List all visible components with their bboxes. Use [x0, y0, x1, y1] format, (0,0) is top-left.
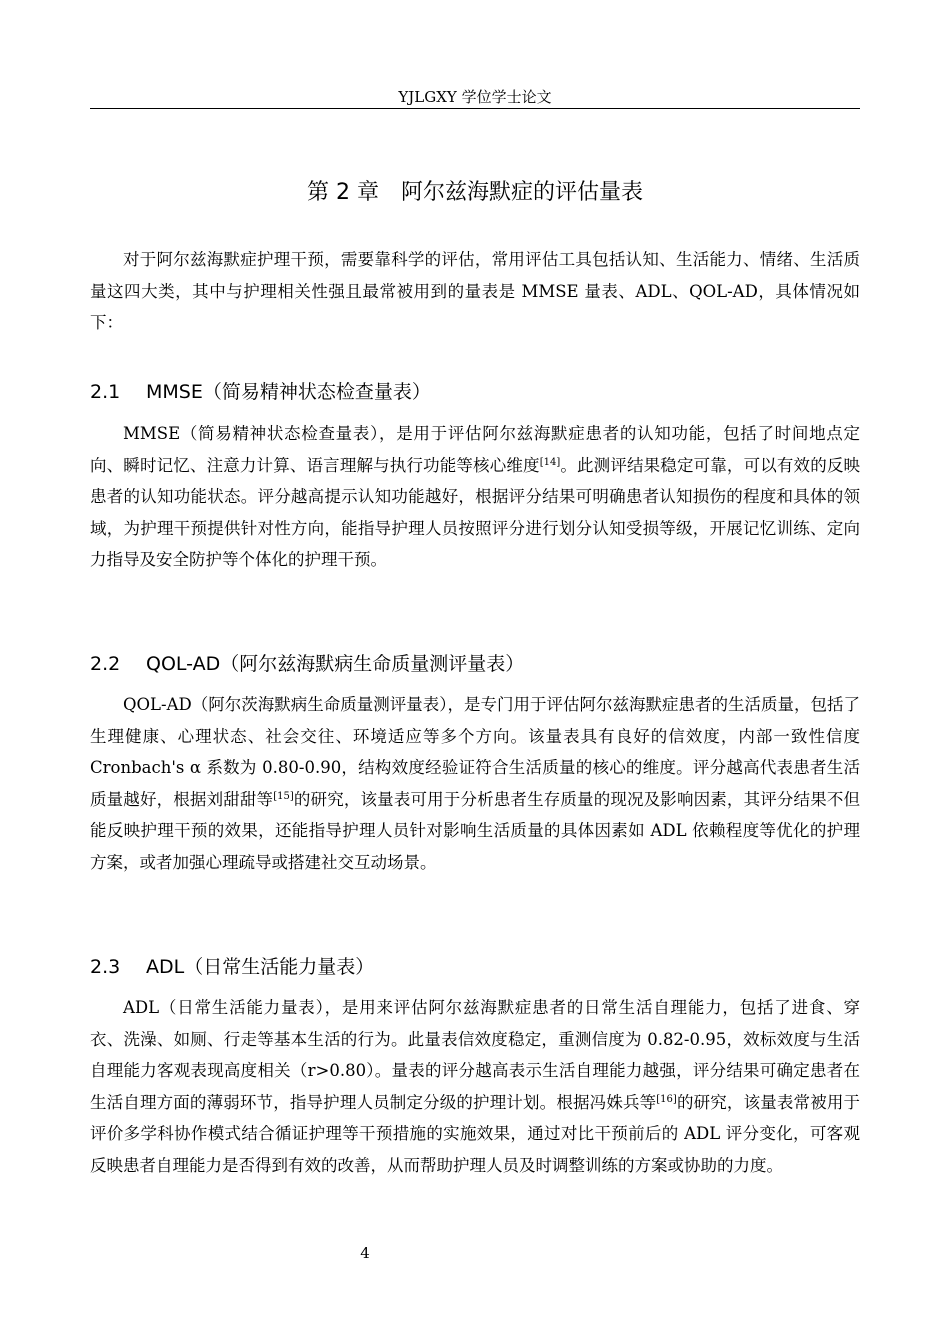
citation-marker: [14]	[539, 456, 561, 468]
running-header: YJLGXY 学位学士论文	[398, 88, 552, 106]
section-title: MMSE（简易精神状态检查量表）	[146, 381, 431, 403]
citation-marker: [16]	[656, 1093, 677, 1105]
header-rule	[90, 108, 860, 109]
section-heading-qol-ad	[90, 650, 860, 678]
page-number: 4	[360, 1244, 370, 1262]
paragraph-qol-ad	[90, 689, 860, 879]
chapter-title: 第 2 章 阿尔兹海默症的评估量表	[307, 180, 643, 205]
section-number: 2.3	[90, 956, 121, 978]
section-heading-mmse	[90, 378, 860, 406]
paragraph-adl	[90, 992, 860, 1182]
section-number: 2.2	[90, 653, 121, 675]
paragraph-text: 的研究，该量表可用于分析患者生存质量的现况及影响因素，其评分结果不但能反映护理干预的效果，还能指导护理人员针对影响生活质量的具体因素如 ADL 依赖程度等优化的护理方案，或者加强心理疏导或搭建社交互动场景。	[90, 789, 861, 872]
section-heading-adl	[90, 953, 860, 981]
section-number: 2.1	[90, 381, 121, 403]
paragraph-text: ADL（日常生活能力量表），是用来评估阿尔兹海默症患者的日常生活自理能力，包括了进食、穿衣、洗澡、如厕、行走等基本生活的行为。此量表信效度稳定，重测信度为 0.82-0.95，效标效度与生活自理能力客观表现高度相关（r>0.80）。量表的评分越高表示生活自理能力越强，评分结果可确定患者在生活自理方面的薄弱环节，指导护理人员制定分级的护理计划。根据冯姝兵等	[90, 998, 860, 1112]
paragraph-text: 的研究，该量表常被用于评价多学科协作模式结合循证护理等干预措施的实施效果，通过对比干预前后的 ADL 评分变化，可客观反映患者自理能力是否得到有效的改善，从而帮助护理人员及时调整训练的方案或协助的力度。	[90, 1092, 861, 1175]
paragraph-text: MMSE（简易精神状态检查量表），是用于评估阿尔兹海默症患者的认知功能，包括了时间地点定向、瞬时记忆、注意力计算、语言理解与执行功能等核心维度	[90, 424, 860, 475]
paragraph-text: QOL-AD（阿尔茨海默病生命质量测评量表），是专门用于评估阿尔兹海默症患者的生活质量，包括了生理健康、心理状态、社会交往、环境适应等多个方向。该量表具有良好的信效度，内部一致性信度 Cronbach's α 系数为 0.80-0.90，结构效度经验证符合生活质量的核心的维度。评分越高代表患者生活质量越好，根据刘甜甜等	[90, 695, 860, 809]
intro-paragraph: 对于阿尔兹海默症护理干预，需要靠科学的评估，常用评估工具包括认知、生活能力、情绪、生活质量这四大类，其中与护理相关性强且最常被用到的量表是 MMSE 量表、ADL、QOL-AD，具体情况如下：	[90, 250, 860, 333]
section-title: QOL-AD（阿尔兹海默病生命质量测评量表）	[146, 653, 525, 675]
section-title: ADL（日常生活能力量表）	[146, 956, 375, 978]
paragraph-mmse	[90, 418, 860, 576]
paragraph-text: 。此测评结果稳定可靠，可以有效的反映患者的认知功能状态。评分越高提示认知功能越好，根据评分结果可明确患者认知损伤的程度和具体的领域，为护理干预提供针对性方向，能指导护理人员按照评分进行划分认知受损等级，开展记忆训练、定向力指导及安全防护等个体化的护理干预。	[90, 455, 861, 570]
citation-marker: [15]	[273, 790, 294, 802]
